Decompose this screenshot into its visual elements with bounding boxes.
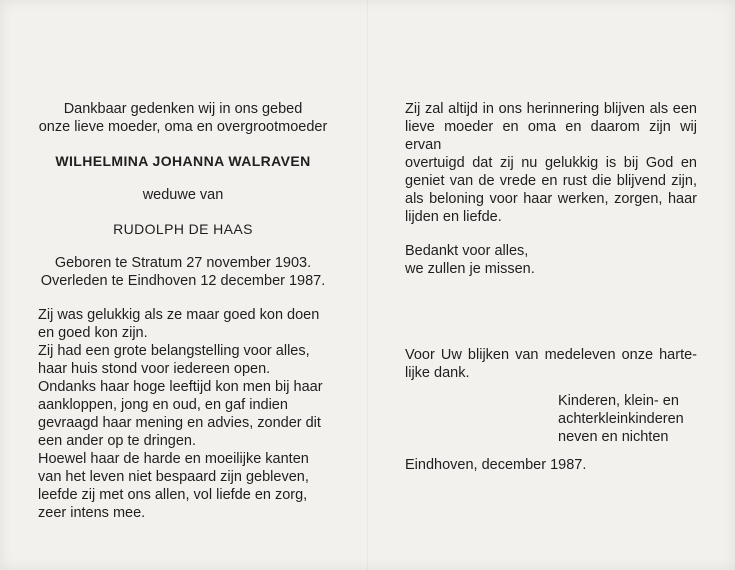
paragraph-line: en goed kon zijn. [38, 325, 148, 341]
paragraph-line: Ondanks haar hoge leeftijd kon men bij haar [38, 379, 323, 395]
paragraph-line: aankloppen, jong en oud, en gaf indien [38, 397, 288, 413]
paragraph-line: haar huis stond voor iedereen open. [38, 361, 271, 377]
birth-death-dates [38, 254, 328, 290]
paragraph-line: gevraagd haar mening en advies, zonder dit [38, 415, 321, 431]
intro-line: Dankbaar gedenken wij in ons gebed [63, 101, 303, 117]
poem-line: Zij zal altijd in ons herinnering blijven als een [405, 101, 697, 117]
paragraph-line: Zij was gelukkig als ze maar goed kon doen [38, 307, 320, 323]
thanks-line: lijke dank. [405, 365, 470, 381]
poem-line: geniet van de vrede en rust die blijvend zijn, [405, 173, 697, 189]
poem-line: lijden en liefde. [405, 209, 502, 225]
card-fold [367, 0, 368, 570]
husband-name: RUDOLPH DE HAAS [113, 221, 253, 237]
died-line: Overleden te Eindhoven 12 december 1987. [40, 273, 326, 289]
deceased-name: WILHELMINA JOHANNA WALRAVEN [55, 153, 311, 169]
thanks-text [405, 346, 697, 382]
farewell-text [405, 242, 697, 278]
paragraph-line: van het leven niet bespaard zijn gebleven, [38, 469, 309, 485]
left-column [38, 100, 328, 522]
paragraph-line: Hoewel haar de harde en moeilijke kanten [38, 451, 309, 467]
poem-line: als beloning voor haar werken, zorgen, haar [405, 191, 697, 207]
signoff-line: neven en nichten [558, 429, 669, 445]
paragraph-line: leefde zij met ons allen, vol liefde en zorg, [38, 487, 308, 503]
remembrance-text [405, 100, 697, 226]
signoff-line: achterkleinkinderen [558, 411, 684, 427]
born-line: Geboren te Stratum 27 november 1903. [54, 255, 312, 271]
poem-line: lieve moeder en oma en daarom zijn wij ervan [405, 119, 697, 153]
poem-line: overtuigd dat zij nu gelukkig is bij God en [405, 155, 697, 171]
place-date: Eindhoven, december 1987. [405, 457, 587, 473]
paragraph-line: Zij had een grote belangstelling voor alles, [38, 343, 310, 359]
intro-text [38, 100, 328, 136]
intro-line: onze lieve moeder, oma en overgrootmoeder [38, 119, 328, 135]
paragraph-line: zeer intens mee. [38, 505, 146, 521]
farewell-line: Bedankt voor alles, [405, 243, 529, 259]
signoff-line: Kinderen, klein- en [558, 393, 679, 409]
thanks-line: Voor Uw blijken van medeleven onze harte- [405, 347, 697, 363]
paragraph-line: een ander op te dringen. [38, 433, 197, 449]
farewell-line: we zullen je missen. [405, 261, 535, 277]
life-paragraph [38, 306, 328, 522]
family-signoff [558, 392, 684, 446]
right-column [405, 100, 697, 278]
widow-of-label: weduwe van [142, 187, 224, 203]
